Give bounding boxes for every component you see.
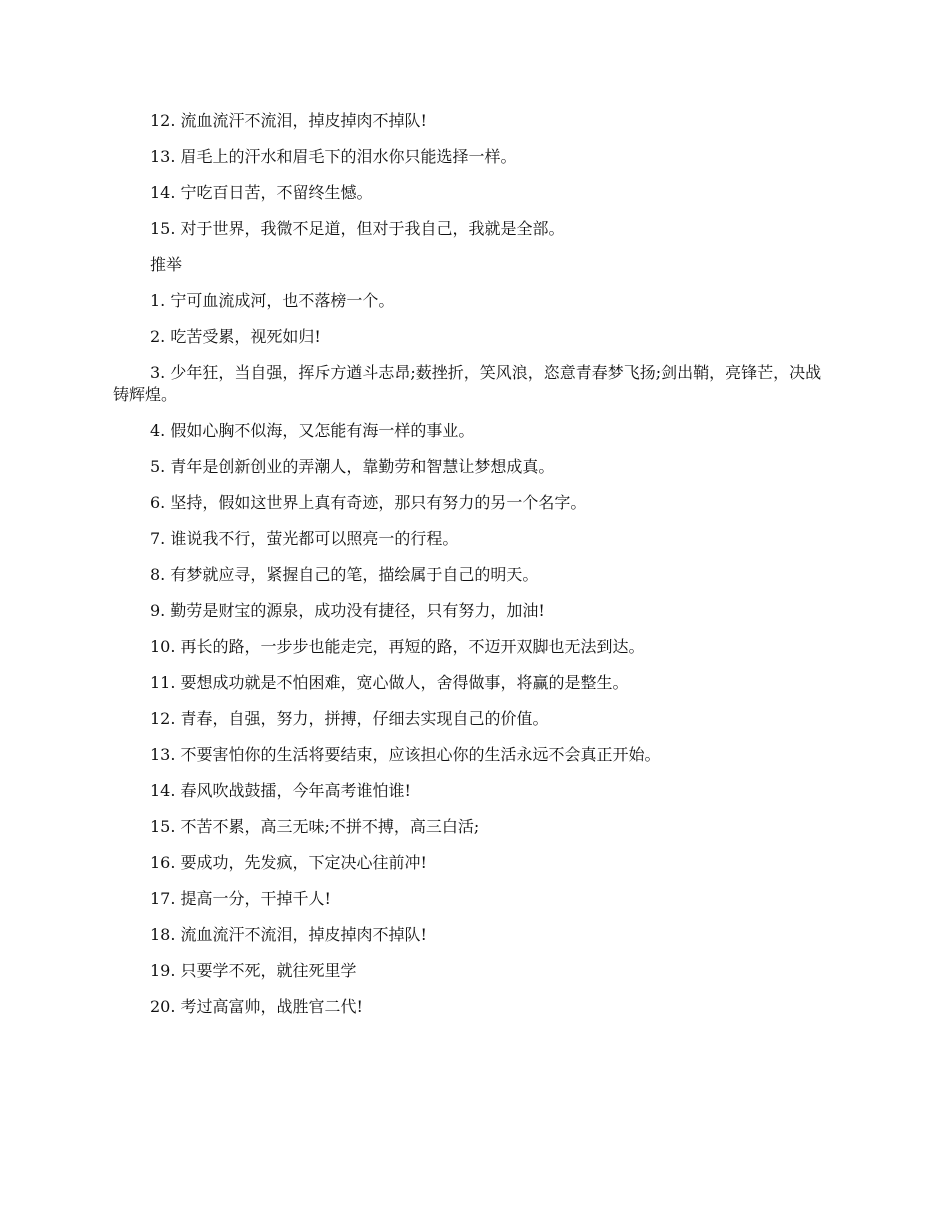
list-item: 18. 流血流汗不流泪，掉皮掉肉不掉队! xyxy=(150,925,427,944)
list-item: 2. 吃苦受累，视死如归! xyxy=(150,327,321,346)
list-item: 11. 要想成功就是不怕困难，宽心做人，舍得做事，将赢的是整生。 xyxy=(150,673,629,692)
list-item: 13. 眉毛上的汗水和眉毛下的泪水你只能选择一样。 xyxy=(150,147,517,166)
list-item: 17. 提高一分，干掉千人! xyxy=(150,889,331,908)
section-heading: 推举 xyxy=(150,255,183,274)
list-item: 19. 只要学不死，就往死里学 xyxy=(150,961,357,980)
list-item: 6. 坚持，假如这世界上真有奇迹，那只有努力的另一个名字。 xyxy=(150,493,587,512)
list-item: 14. 春风吹战鼓擂，今年高考谁怕谁! xyxy=(150,781,411,800)
list-item: 12. 青春，自强，努力，拼搏，仔细去实现自己的价值。 xyxy=(150,709,549,728)
list-item: 14. 宁吃百日苦，不留终生憾。 xyxy=(150,183,373,202)
list-item: 12. 流血流汗不流泪，掉皮掉肉不掉队! xyxy=(150,111,427,130)
list-item: 10. 再长的路，一步步也能走完，再短的路，不迈开双脚也无法到达。 xyxy=(150,637,645,656)
list-item: 8. 有梦就应寻，紧握自己的笔，描绘属于自己的明天。 xyxy=(150,565,539,584)
list-item: 9. 勤劳是财宝的源泉，成功没有捷径，只有努力，加油! xyxy=(150,601,545,620)
list-item: 5. 青年是创新创业的弄潮人，靠勤劳和智慧让梦想成真。 xyxy=(150,457,555,476)
list-item: 15. 不苦不累，高三无味;不拼不搏，高三白活; xyxy=(150,817,480,836)
list-item: 15. 对于世界，我微不足道，但对于我自己，我就是全部。 xyxy=(150,219,565,238)
list-item: 13. 不要害怕你的生活将要结束，应该担心你的生活永远不会真正开始。 xyxy=(150,745,661,764)
list-item: 3. 少年狂，当自强，挥斥方遒斗志昂;薮挫折，笑风浪，恣意青春梦飞扬;剑出鞘，亮锋芒，决战铸辉煌。 xyxy=(113,363,822,404)
list-item: 20. 考过高富帅，战胜官二代! xyxy=(150,997,363,1016)
document-body xyxy=(113,110,833,1032)
list-item: 16. 要成功，先发疯，下定决心往前冲! xyxy=(150,853,427,872)
list-item: 4. 假如心胸不似海，又怎能有海一样的事业。 xyxy=(150,421,475,440)
list-item: 7. 谁说我不行，萤光都可以照亮一的行程。 xyxy=(150,529,459,548)
list-item: 1. 宁可血流成河，也不落榜一个。 xyxy=(150,291,395,310)
